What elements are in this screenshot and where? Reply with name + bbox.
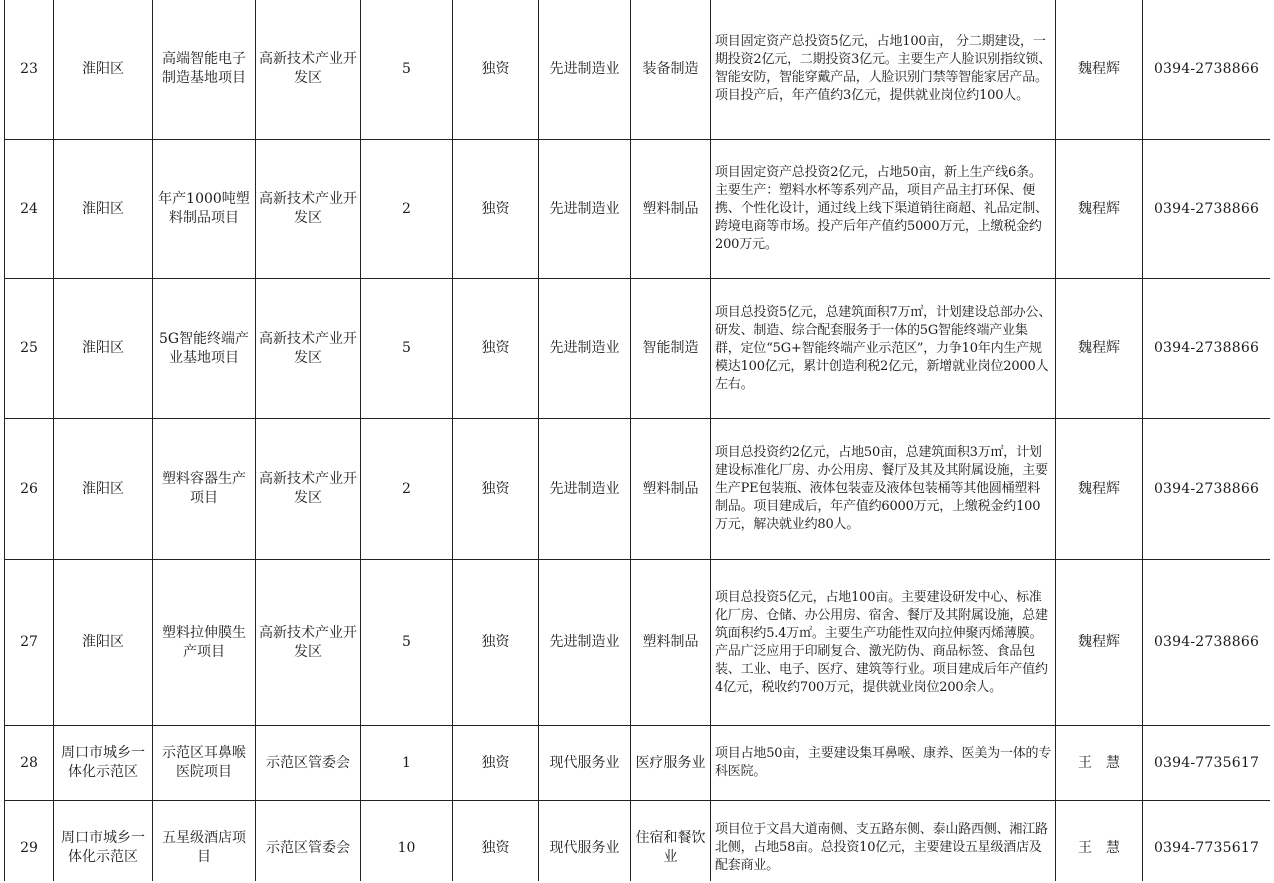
table-row (5, 560, 1271, 726)
contact-person-cell: 魏程辉 (1056, 560, 1143, 726)
industry-cell: 先进制造业 (539, 279, 631, 419)
project-name-cell: 高端智能电子制造基地项目 (153, 0, 256, 140)
description-cell: 项目位于文昌大道南侧、支五路东侧、泰山路西侧、湘江路北侧，占地58亩。总投资10亿元，主要建设五星级酒店及配套商业。 (711, 801, 1056, 882)
investment-cell: 5 (361, 279, 453, 419)
region-cell: 淮阳区 (54, 0, 153, 140)
project-table-sheet (4, 0, 1270, 881)
sector-cell: 装备制造 (631, 0, 711, 140)
region-cell: 淮阳区 (54, 140, 153, 279)
table-row (5, 0, 1271, 140)
phone-cell: 0394-2738866 (1143, 419, 1271, 560)
sector-cell: 医疗服务业 (631, 726, 711, 801)
investment-cell: 2 (361, 419, 453, 560)
project-name-cell: 5G智能终端产业基地项目 (153, 279, 256, 419)
table-row (5, 279, 1271, 419)
sector-cell: 塑料制品 (631, 419, 711, 560)
investment-cell: 10 (361, 801, 453, 882)
carrier-cell: 高新技术产业开发区 (256, 0, 361, 140)
region-cell: 周口市城乡一体化示范区 (54, 726, 153, 801)
investment-cell: 2 (361, 140, 453, 279)
carrier-cell: 高新技术产业开发区 (256, 419, 361, 560)
industry-cell: 现代服务业 (539, 801, 631, 882)
project-name-cell: 年产1000吨塑料制品项目 (153, 140, 256, 279)
industry-cell: 先进制造业 (539, 560, 631, 726)
cooperation-mode-cell: 独资 (453, 726, 539, 801)
row-number: 29 (5, 801, 54, 882)
region-cell: 周口市城乡一体化示范区 (54, 801, 153, 882)
contact-person-cell: 魏程辉 (1056, 0, 1143, 140)
investment-cell: 1 (361, 726, 453, 801)
description-cell: 项目占地50亩，主要建设集耳鼻喉、康养、医美为一体的专科医院。 (711, 726, 1056, 801)
contact-person-cell: 王 慧 (1056, 726, 1143, 801)
industry-cell: 现代服务业 (539, 726, 631, 801)
project-name-cell: 塑料拉伸膜生产项目 (153, 560, 256, 726)
carrier-cell: 高新技术产业开发区 (256, 279, 361, 419)
cooperation-mode-cell: 独资 (453, 801, 539, 882)
project-name-cell: 示范区耳鼻喉医院项目 (153, 726, 256, 801)
row-number: 26 (5, 419, 54, 560)
cooperation-mode-cell: 独资 (453, 419, 539, 560)
description-cell: 项目总投资约2亿元，占地50亩，总建筑面积3万㎡，计划建设标准化厂房、办公用房、餐厅及其及其附属设施，主要生产PE包装瓶、液体包装壶及液体包装桶等其他圆桶塑料制品。项目建成后，年产值约6000万元，上缴税金约100万元，解决就业约80人。 (711, 419, 1056, 560)
phone-cell: 0394-2738866 (1143, 0, 1271, 140)
cooperation-mode-cell: 独资 (453, 140, 539, 279)
phone-cell: 0394-2738866 (1143, 140, 1271, 279)
row-number: 28 (5, 726, 54, 801)
industry-cell: 先进制造业 (539, 140, 631, 279)
description-cell: 项目固定资产总投资5亿元，占地100亩， 分二期建设，一期投资2亿元，二期投资3亿元。主要生产人脸识别指纹锁、智能安防，智能穿戴产品，人脸识别门禁等智能家居产品。项目投产后，年产值约3亿元，提供就业岗位约100人。 (711, 0, 1056, 140)
description-cell: 项目总投资5亿元，总建筑面积7万㎡，计划建设总部办公、研发、制造、综合配套服务于一体的5G智能终端产业集群，定位“5G+智能终端产业示范区”，力争10年内生产规模达100亿元，累计创造利税2亿元，新增就业岗位2000人左右。 (711, 279, 1056, 419)
description-cell: 项目固定资产总投资2亿元，占地50亩，新上生产线6条。主要生产：塑料水杯等系列产品，项目产品主打环保、便携、个性化设计，通过线上线下渠道销往商超、礼品定制、跨境电商等市场。投产后年产值约5000万元，上缴税金约200万元。 (711, 140, 1056, 279)
sector-cell: 塑料制品 (631, 140, 711, 279)
project-name-cell: 五星级酒店项目 (153, 801, 256, 882)
investment-cell: 5 (361, 0, 453, 140)
region-cell: 淮阳区 (54, 279, 153, 419)
table-row (5, 801, 1271, 882)
project-name-cell: 塑料容器生产项目 (153, 419, 256, 560)
contact-person-cell: 魏程辉 (1056, 279, 1143, 419)
row-number: 25 (5, 279, 54, 419)
carrier-cell: 高新技术产业开发区 (256, 560, 361, 726)
cooperation-mode-cell: 独资 (453, 279, 539, 419)
row-number: 27 (5, 560, 54, 726)
carrier-cell: 高新技术产业开发区 (256, 140, 361, 279)
project-table (4, 0, 1270, 881)
industry-cell: 先进制造业 (539, 0, 631, 140)
sector-cell: 塑料制品 (631, 560, 711, 726)
table-row (5, 726, 1271, 801)
region-cell: 淮阳区 (54, 560, 153, 726)
cooperation-mode-cell: 独资 (453, 0, 539, 140)
table-row (5, 140, 1271, 279)
industry-cell: 先进制造业 (539, 419, 631, 560)
region-cell: 淮阳区 (54, 419, 153, 560)
phone-cell: 0394-7735617 (1143, 801, 1271, 882)
carrier-cell: 示范区管委会 (256, 726, 361, 801)
phone-cell: 0394-7735617 (1143, 726, 1271, 801)
carrier-cell: 示范区管委会 (256, 801, 361, 882)
row-number: 23 (5, 0, 54, 140)
sector-cell: 住宿和餐饮业 (631, 801, 711, 882)
cooperation-mode-cell: 独资 (453, 560, 539, 726)
sector-cell: 智能制造 (631, 279, 711, 419)
table-row (5, 419, 1271, 560)
contact-person-cell: 魏程辉 (1056, 419, 1143, 560)
phone-cell: 0394-2738866 (1143, 279, 1271, 419)
phone-cell: 0394-2738866 (1143, 560, 1271, 726)
contact-person-cell: 魏程辉 (1056, 140, 1143, 279)
contact-person-cell: 王 慧 (1056, 801, 1143, 882)
row-number: 24 (5, 140, 54, 279)
investment-cell: 5 (361, 560, 453, 726)
description-cell: 项目总投资5亿元，占地100亩。主要建设研发中心、标准化厂房、仓储、办公用房、宿舍、餐厅及其附属设施，总建筑面积约5.4万㎡。主要生产功能性双向拉伸聚丙烯薄膜。产品广泛应用于印刷复合、激光防伪、商品标签、食品包装、工业、电子、医疗、建筑等行业。项目建成后年产值约4亿元，税收约700万元，提供就业岗位200余人。 (711, 560, 1056, 726)
